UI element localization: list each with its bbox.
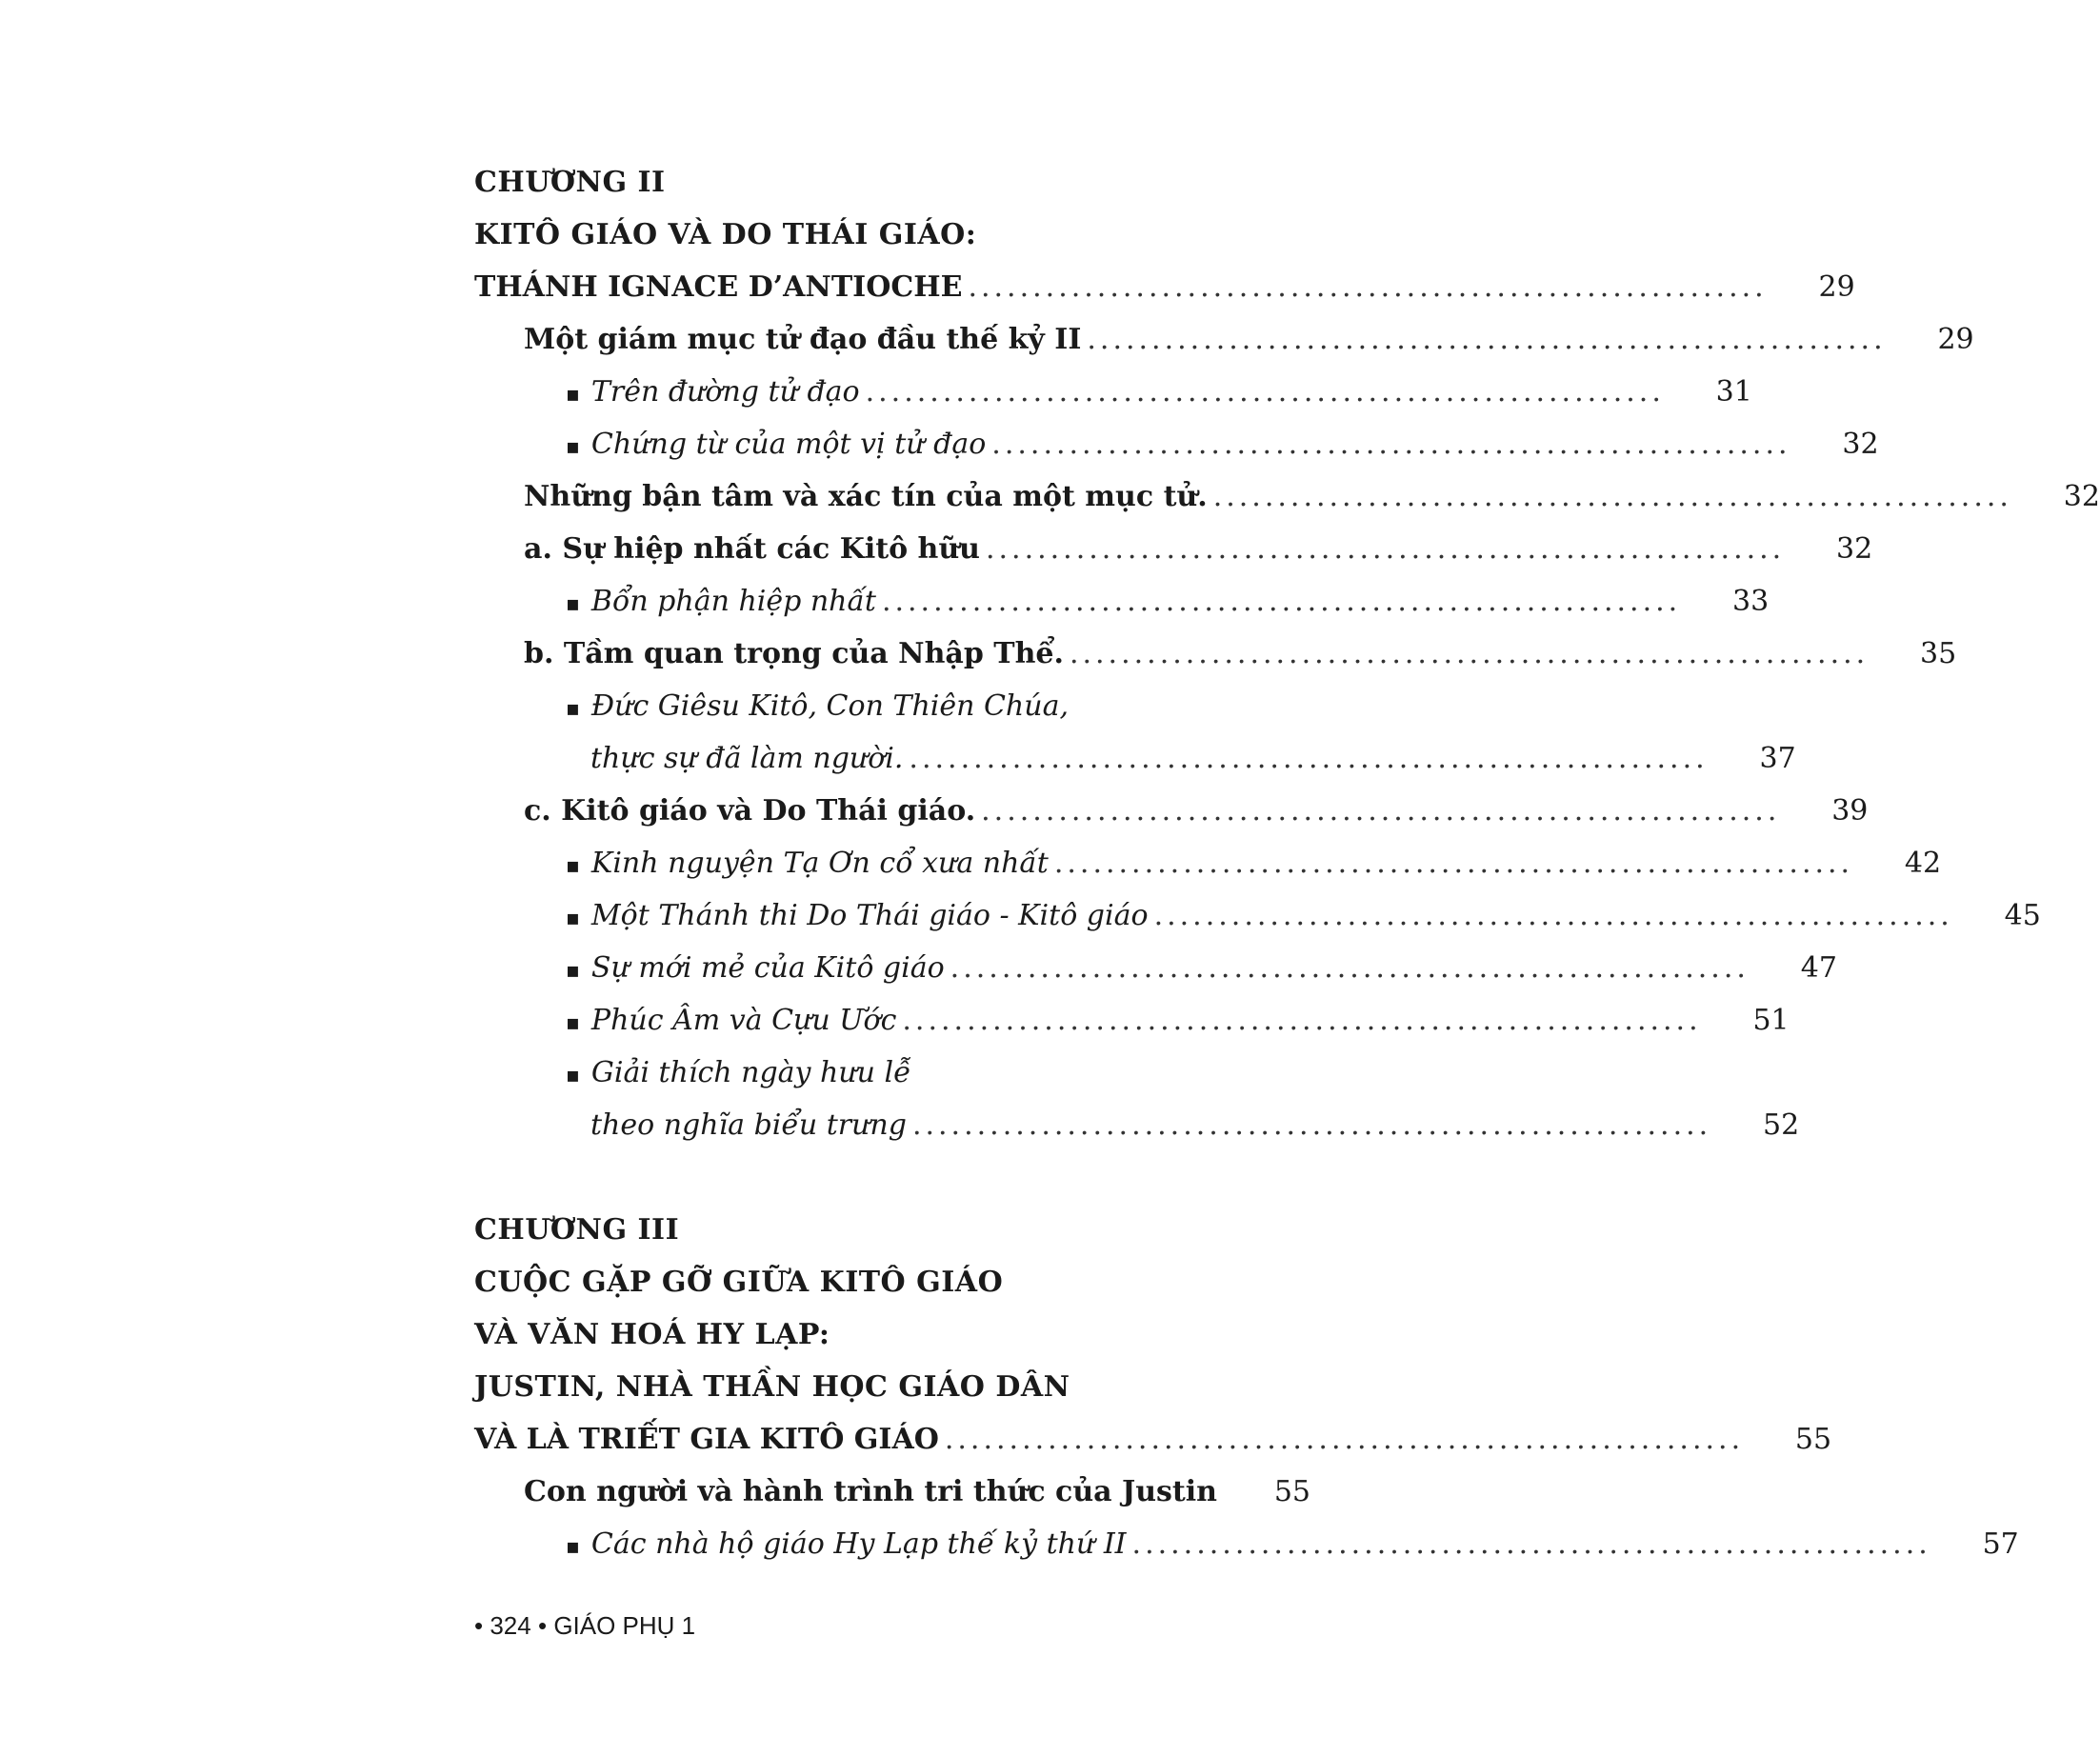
dot-leader: ..............................................................: [944, 1423, 1745, 1456]
dot-leader: ..............................................................: [1053, 847, 1854, 880]
toc-subentry[interactable]: [566, 575, 1770, 628]
toc-subentry[interactable]: [566, 837, 1942, 889]
toc-entry-title: Một giám mục tử đạo đầu thế kỷ II: [524, 323, 1082, 356]
toc-subentry-title: Giải thích ngày hưu lễ: [590, 1056, 911, 1089]
page-number: 52: [1763, 1108, 1800, 1142]
chapter-3-label: CHƯƠNG III: [474, 1213, 680, 1247]
toc-subentry-title: Bổn phận hiệp nhất: [590, 585, 876, 618]
bullet-icon: ▪: [566, 958, 580, 983]
toc-subentry-title-cont: theo nghĩa biểu trưng: [590, 1108, 907, 1142]
toc-subentry-line-2[interactable]: [590, 732, 1796, 785]
dot-leader: ..............................................................: [911, 1108, 1712, 1142]
page-number: 42: [1904, 847, 1942, 880]
bullet-icon: ▪: [566, 906, 580, 930]
toc-entry[interactable]: [524, 1466, 1310, 1518]
page-number: 55: [1794, 1423, 1832, 1456]
page-number: 37: [1759, 742, 1796, 775]
chapter-2-title-entry[interactable]: [474, 261, 1855, 313]
toc-subentry-line-1[interactable]: [566, 1047, 911, 1099]
toc-entry-title: a. Sự hiệp nhất các Kitô hữu: [524, 532, 980, 566]
footer-book-title: GIÁO PHỤ 1: [553, 1611, 696, 1640]
chapter-3-title-line-1: CUỘC GẶP GỠ GIỮA KITÔ GIÁO: [474, 1266, 1004, 1299]
toc-subentry-title: Các nhà hộ giáo Hy Lạp thế kỷ thứ II: [590, 1527, 1127, 1561]
chapter-2-title-line-2: THÁNH IGNACE D’ANTIOCHE: [474, 270, 963, 304]
dot-leader: ..............................................................: [1069, 637, 1870, 670]
toc-subentry-line-1[interactable]: [566, 680, 1069, 732]
toc-entry[interactable]: [524, 523, 1873, 575]
bullet-icon: ▪: [566, 434, 580, 459]
dot-leader: ..............................................................: [881, 585, 1682, 618]
toc-subentry-title: Chứng từ của một vị tử đạo: [590, 428, 987, 461]
toc-subentry-title: Trên đường tử đạo: [590, 375, 860, 409]
footer-page-number: 324: [490, 1611, 531, 1640]
page-number: 29: [1818, 270, 1855, 304]
toc-subentry-title: Đức Giêsu Kitô, Con Thiên Chúa,: [590, 689, 1069, 723]
page-number: 39: [1831, 794, 1869, 828]
page-number: 33: [1732, 585, 1770, 618]
dot-leader: ..............................................................: [909, 742, 1709, 775]
toc-entry[interactable]: [524, 313, 1974, 366]
page-number: 57: [1982, 1527, 2019, 1561]
page-number: 55: [1273, 1475, 1310, 1508]
dot-leader: ..............................................................: [968, 270, 1768, 304]
bullet-icon: ▪: [566, 1534, 580, 1559]
bullet-icon: ▪: [566, 696, 580, 721]
toc-entry-title: b. Tầm quan trọng của Nhập Thể.: [524, 637, 1064, 670]
chapter-3-title-line-3: JUSTIN, NHÀ THẦN HỌC GIÁO DÂN: [474, 1370, 1070, 1404]
dot-leader: ..............................................................: [1153, 899, 1953, 932]
toc-entry-title: Những bận tâm và xác tín của một mục tử.: [524, 480, 1208, 513]
toc-subentry-title: Kinh nguyện Tạ Ơn cổ xưa nhất: [590, 847, 1049, 880]
page-number: 45: [2004, 899, 2041, 932]
dot-leader: ..............................................................: [1087, 323, 1887, 356]
page-number: 31: [1715, 375, 1752, 409]
dot-leader: ..............................................................: [981, 794, 1781, 828]
toc-entry-title: c. Kitô giáo và Do Thái giáo.: [524, 794, 976, 828]
bullet-icon: ▪: [566, 1063, 580, 1088]
page-number: 32: [2063, 480, 2100, 513]
toc-entry[interactable]: [524, 785, 1869, 837]
footer-bullet-right: •: [537, 1611, 548, 1640]
dot-leader: ..............................................................: [1212, 480, 2012, 513]
toc-entry[interactable]: [524, 628, 1957, 680]
toc-subentry-line-2[interactable]: [590, 1099, 1800, 1151]
chapter-3-title-line-4: VÀ LÀ TRIẾT GIA KITÔ GIÁO: [474, 1423, 939, 1456]
toc-subentry-title: Phúc Âm và Cựu Ước: [590, 1004, 897, 1037]
page-footer: [474, 1611, 695, 1641]
toc-subentry[interactable]: [566, 942, 1837, 994]
dot-leader: ..............................................................: [991, 428, 1791, 461]
toc-entry[interactable]: [524, 470, 2100, 523]
toc-subentry-title: Sự mới mẻ của Kitô giáo: [590, 951, 945, 985]
dot-leader: ..............................................................: [902, 1004, 1702, 1037]
page-number: 35: [1920, 637, 1957, 670]
chapter-2-label: CHƯƠNG II: [474, 166, 666, 199]
toc-subentry[interactable]: [566, 418, 1879, 470]
bullet-icon: ▪: [566, 1010, 580, 1035]
toc-subentry-title: Một Thánh thi Do Thái giáo - Kitô giáo: [590, 899, 1149, 932]
toc-subentry-title-cont: thực sự đã làm người.: [590, 742, 904, 775]
chapter-3-title-line-2: VÀ VĂN HOÁ HY LẠP:: [474, 1318, 830, 1351]
toc-entry-title: Con người và hành trình tri thức của Justin: [524, 1475, 1217, 1508]
bullet-icon: ▪: [566, 853, 580, 878]
bullet-icon: ▪: [566, 591, 580, 616]
toc-subentry[interactable]: [566, 994, 1790, 1047]
page-number: 47: [1800, 951, 1837, 985]
chapter-2-title-line-1: KITÔ GIÁO VÀ DO THÁI GIÁO:: [474, 218, 977, 251]
chapter-3-title-entry[interactable]: [474, 1413, 1832, 1466]
page-number: 32: [1836, 532, 1873, 566]
page-number: 51: [1752, 1004, 1790, 1037]
page-number: 32: [1842, 428, 1879, 461]
page-number: 29: [1937, 323, 1974, 356]
toc-subentry[interactable]: [566, 889, 2041, 942]
toc-subentry[interactable]: [566, 1518, 2019, 1570]
footer-bullet-left: •: [474, 1611, 484, 1640]
dot-leader: ..............................................................: [985, 532, 1786, 566]
bullet-icon: ▪: [566, 382, 580, 407]
dot-leader: ..............................................................: [1131, 1527, 1931, 1561]
toc-subentry[interactable]: [566, 366, 1752, 418]
dot-leader: ..............................................................: [950, 951, 1750, 985]
dot-leader: ..............................................................: [865, 375, 1665, 409]
